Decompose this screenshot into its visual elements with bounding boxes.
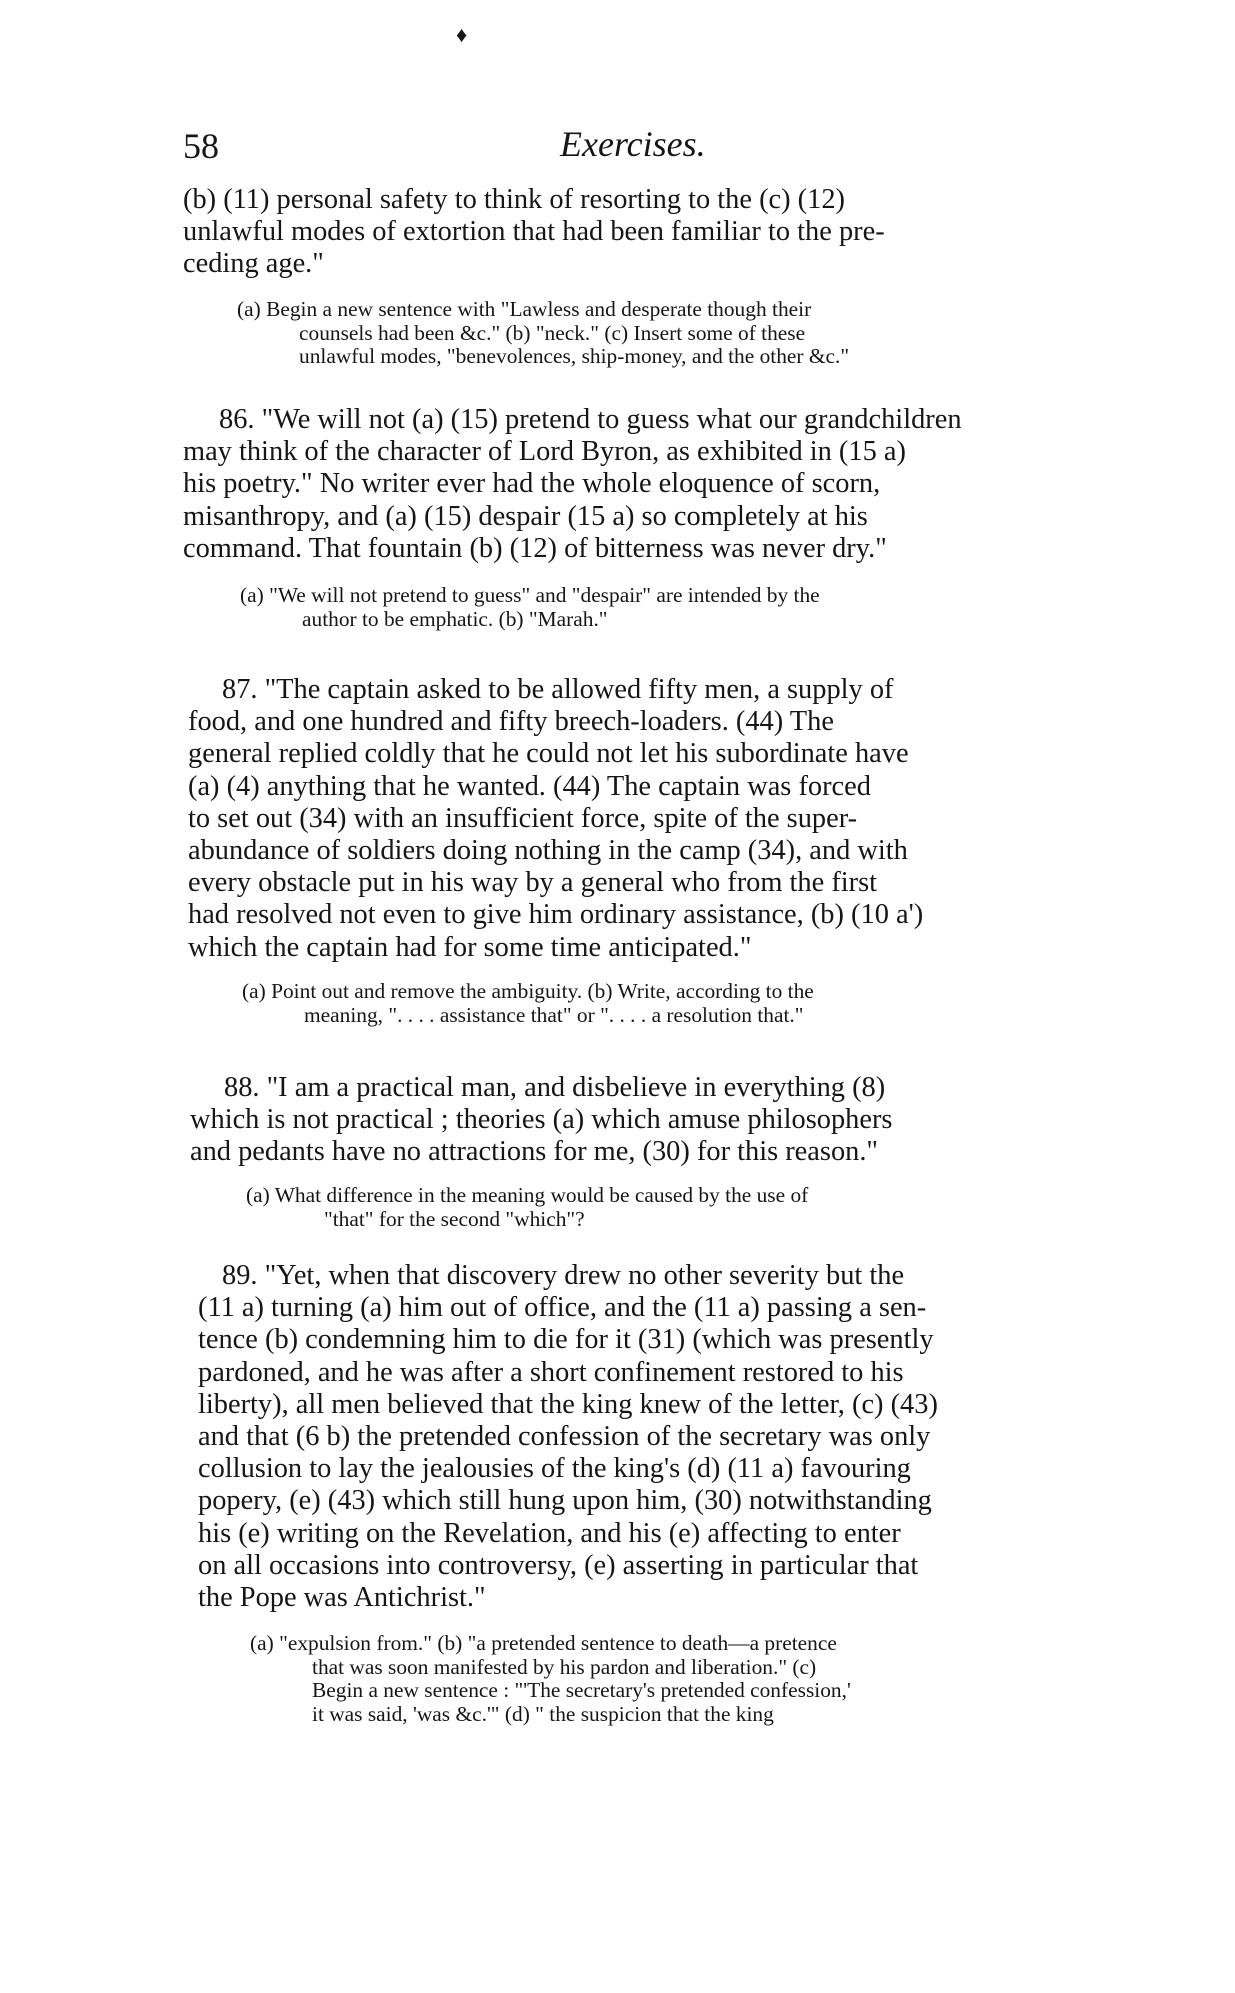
note-line: author to be emphatic. (b) "Marah.": [302, 606, 608, 631]
text-line: every obstacle put in his way by a general who from the first: [188, 867, 878, 899]
text-line: command. That fountain (b) (12) of bitterness was never dry.": [183, 532, 887, 564]
note-line: "that" for the second "which"?: [324, 1206, 585, 1231]
text-line: pardoned, and he was after a short confinement restored to his: [198, 1356, 904, 1388]
text-line: on all occasions into controversy, (e) asserting in particular that: [198, 1549, 919, 1581]
text-line: which is not practical ; theories (a) which amuse philosophers: [190, 1104, 893, 1136]
text-line: abundance of soldiers doing nothing in the camp (34), and with: [188, 835, 908, 867]
note-line: (a) What difference in the meaning would be caused by the use of: [246, 1183, 809, 1207]
exercise-85-continuation: [183, 184, 1093, 281]
note-line: Begin a new sentence : "'The secretary's pretended confession,': [312, 1678, 851, 1702]
text-line: 89. "Yet, when that discovery drew no other severity but the: [222, 1260, 905, 1291]
text-line: liberty), all men believed that the king knew of the letter, (c) (43): [198, 1388, 938, 1420]
note-line: (a) Begin a new sentence with "Lawless and desperate though their: [237, 297, 812, 321]
exercise-88: [190, 1072, 1093, 1169]
text-line: popery, (e) (43) which still hung upon him, (30) notwithstanding: [198, 1485, 932, 1517]
text-line: (a) (4) anything that he wanted. (44) The captain was forced: [188, 770, 871, 802]
text-line: (11 a) turning (a) him out of office, and the (11 a) passing a sen-: [198, 1292, 927, 1324]
text-line: general replied coldly that he could not let his subordinate have: [188, 738, 909, 770]
exercise-87-notes: [242, 980, 1093, 1027]
note-line: that was soon manifested by his pardon and liberation." (c): [312, 1654, 817, 1679]
text-line: had resolved not even to give him ordinary assistance, (b) (10 a'): [188, 899, 924, 931]
exercise-85-notes: [237, 298, 1093, 369]
text-line: the Pope was Antichrist.": [198, 1582, 486, 1614]
note-line: unlawful modes, "benevolences, ship-money, and the other &c.": [299, 344, 850, 368]
text-line: misanthropy, and (a) (15) despair (15 a) so completely at his: [183, 500, 868, 532]
text-line: collusion to lay the jealousies of the king's (d) (11 a) favouring: [198, 1453, 911, 1485]
exercise-89-notes: [250, 1632, 1093, 1726]
text-line: his (e) writing on the Revelation, and his (e) affecting to enter: [198, 1517, 901, 1549]
text-line: which the captain had for some time anticipated.": [188, 931, 752, 963]
note-line: counsels had been &c." (b) "neck." (c) Insert some of these: [299, 320, 806, 345]
ornament-mark: ♦: [456, 22, 468, 47]
text-line: may think of the character of Lord Byron, as exhibited in (15 a): [183, 436, 906, 468]
text-line: 87. "The captain asked to be allowed fifty men, a supply of: [222, 674, 894, 705]
text-line: 88. "I am a practical man, and disbelieve in everything (8): [224, 1072, 886, 1103]
text-line: to set out (34) with an insufficient force, spite of the super-: [188, 802, 858, 834]
text-line: ceding age.": [183, 248, 324, 280]
text-line: tence (b) condemning him to die for it (31) (which was presently: [198, 1324, 934, 1356]
text-line: food, and one hundred and fifty breech-loaders. (44) The: [188, 706, 834, 738]
exercise-86-notes: [240, 584, 1093, 631]
exercise-86: [183, 404, 1093, 565]
exercise-88-notes: [246, 1184, 1093, 1231]
text-line: (b) (11) personal safety to think of resorting to the (c) (12): [183, 184, 845, 215]
text-line: and that (6 b) the pretended confession of the secretary was only: [198, 1421, 931, 1453]
text-line: unlawful modes of extortion that had been familiar to the pre-: [183, 216, 885, 248]
note-line: meaning, ". . . . assistance that" or ". . . . a resolution that.": [304, 1002, 804, 1027]
exercise-89: [198, 1260, 1093, 1614]
running-head: Exercises.: [560, 124, 706, 164]
text-line: 86. "We will not (a) (15) pretend to guess what our grandchildren: [219, 404, 962, 435]
note-line: (a) "expulsion from." (b) "a pretended sentence to death—a pretence: [250, 1631, 837, 1655]
text-line: his poetry." No writer ever had the whole eloquence of scorn,: [183, 468, 881, 500]
note-line: (a) Point out and remove the ambiguity. (b) Write, according to the: [242, 979, 814, 1003]
note-line: (a) "We will not pretend to guess" and "despair" are intended by the: [240, 583, 820, 607]
exercise-87: [188, 674, 1093, 964]
text-line: and pedants have no attractions for me, (30) for this reason.": [190, 1136, 879, 1168]
page-number: 58: [183, 126, 219, 166]
note-line: it was said, 'was &c.'" (d) " the suspicion that the king: [312, 1701, 774, 1726]
